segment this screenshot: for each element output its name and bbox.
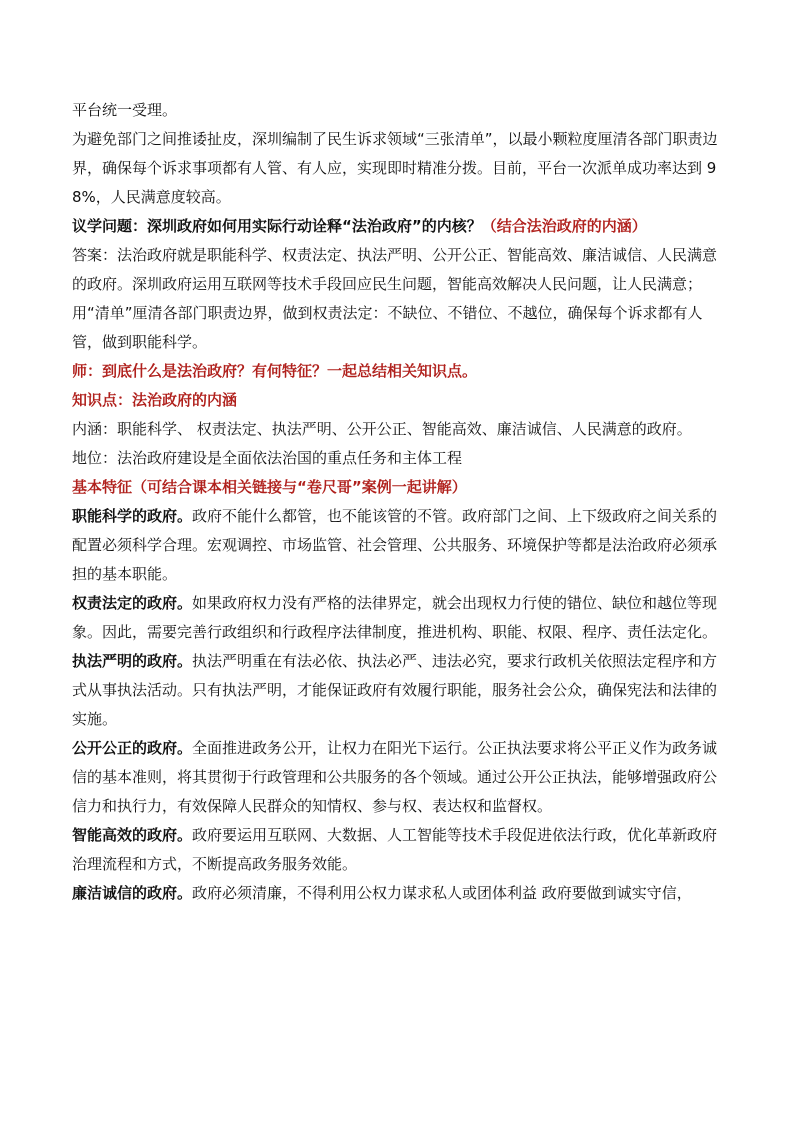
question-hint: （结合法治政府的内涵） bbox=[481, 217, 647, 235]
feature-head: 执法严明的政府。 bbox=[72, 652, 193, 670]
feature-item bbox=[72, 879, 724, 908]
connotation-line: 内涵：职能科学、 权责法定、执法严明、公开公正、智能高效、廉洁诚信、人民满意的政府。 bbox=[72, 420, 692, 438]
features-title: 基本特征（可结合课本相关链接与“卷尺哥”案例一起讲解） bbox=[72, 478, 467, 496]
feature-head: 权责法定的政府。 bbox=[72, 594, 193, 612]
document-page bbox=[72, 96, 724, 908]
feature-body: 政府要运用互联网、大数据、人工智能等技术手段促进依法行政，优化革新政府治理流程和方式，不断提高政务服务效能。 bbox=[72, 826, 718, 873]
feature-head: 廉洁诚信的政府。 bbox=[72, 884, 193, 902]
feature-head: 智能高效的政府。 bbox=[72, 826, 193, 844]
feature-body: 全面推进政务公开，让权力在阳光下运行。公正执法要求将公平正义作为政务诚信的基本准则，将其贯彻于行政管理和公共服务的各个领域。通过公开公正执法，能够增强政府公信力和执行力，有效保障人民群众的知情权、参与权、表达权和监督权。 bbox=[72, 739, 718, 815]
knowledge-point-title: 知识点：法治政府的内涵 bbox=[72, 391, 238, 409]
discussion-question bbox=[72, 212, 724, 241]
answer-paragraph: 答案：法治政府就是职能科学、权责法定、执法严明、公开公正、智能高效、廉洁诚信、人民满意的政府。深圳政府运用互联网等技术手段回应民生问题，智能高效解决人民问题，让人民满意；用“清单”厘清各部门职责边界，做到权责法定：不缺位、不错位、不越位，确保每个诉求都有人管，做到职能科学。 bbox=[72, 246, 718, 351]
feature-body: 执法严明重在有法必依、执法必严、违法必究，要求行政机关依照法定程序和方式从事执法活动。只有执法严明，才能保证政府有效履行职能，服务社会公众，确保宪法和法律的实施。 bbox=[72, 652, 718, 728]
feature-head: 公开公正的政府。 bbox=[72, 739, 193, 757]
feature-item bbox=[72, 502, 724, 589]
question-text: 议学问题：深圳政府如何用实际行动诠释“法治政府”的内核？ bbox=[72, 217, 482, 235]
status-line: 地位：法治政府建设是全面依法治国的重点任务和主体工程 bbox=[72, 449, 463, 467]
feature-body: 政府必须清廉，不得利用公权力谋求私人或团体利益 政府要做到诚实守信， bbox=[192, 884, 692, 902]
feature-item bbox=[72, 647, 724, 734]
feature-body: 政府不能什么都管，也不能该管的不管。政府部门之间、上下级政府之间关系的配置必须科学合理。宏观调控、市场监管、社会管理、公共服务、环境保护等都是法治政府必须承担的基本职能。 bbox=[72, 507, 718, 583]
paragraph-three-lists: 为避免部门之间推诿扯皮，深圳编制了民生诉求领域“三张清单”，以最小颗粒度厘清各部门职责边界，确保每个诉求事项都有人管、有人应，实现即时精准分拨。目前，平台一次派单成功率达到 98%，人民满意度较高。 bbox=[72, 130, 718, 206]
feature-body: 如果政府权力没有严格的法律界定，就会出现权力行使的错位、缺位和越位等现象。因此，需要完善行政组织和行政程序法律制度，推进机构、职能、权限、程序、责任法定化。 bbox=[72, 594, 718, 641]
text-line: 平台统一受理。 bbox=[72, 101, 178, 119]
feature-head: 职能科学的政府。 bbox=[72, 507, 193, 525]
feature-item bbox=[72, 821, 724, 879]
teacher-prompt: 师：到底什么是法治政府？有何特征？一起总结相关知识点。 bbox=[72, 362, 478, 380]
feature-item bbox=[72, 734, 724, 821]
feature-item bbox=[72, 589, 724, 647]
